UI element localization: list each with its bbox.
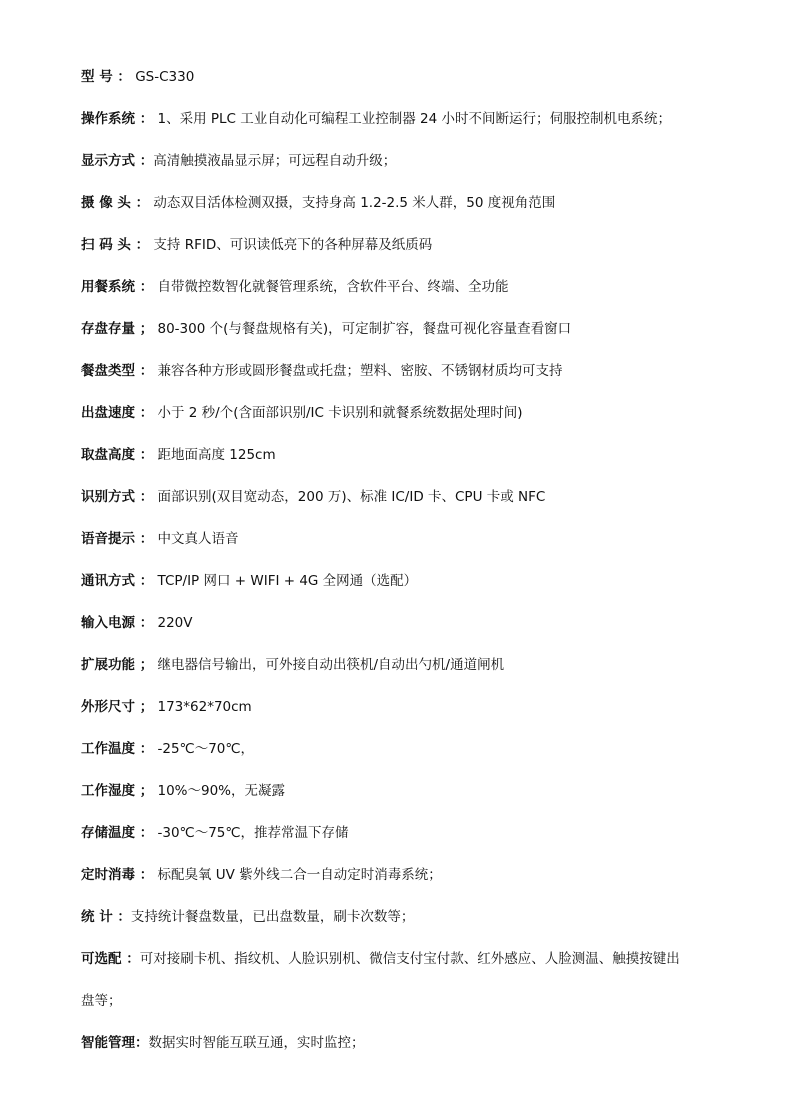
- spec-row-voice: [81, 529, 741, 549]
- spec-value: 可对接刷卡机、指纹机、人脸识别机、微信支付宝付款、红外感应、人脸测温、触摸按键出: [139, 951, 680, 967]
- spec-row-operating-temp: [81, 739, 741, 759]
- spec-label: 识别方式 ：: [81, 489, 154, 505]
- spec-value: 1、采用 PLC 工业自动化可编程工业控制器 24 小时不间断运行；伺服控制机电系统；: [153, 111, 672, 127]
- spec-label: 操作系统 ：: [81, 111, 154, 127]
- spec-row-display: [81, 151, 741, 171]
- spec-label: 智能管理：: [81, 1035, 149, 1051]
- spec-label: 显示方式 ：: [81, 153, 154, 169]
- spec-value: 兼容各种方形或圆形餐盘或托盘；塑料、密胺、不锈钢材质均可支持: [153, 363, 563, 379]
- spec-value: 小于 2 秒/个(含面部识别/IC 卡识别和就餐系统数据处理时间): [153, 405, 523, 421]
- spec-row-smart-management: [81, 1033, 741, 1053]
- spec-row-humidity: [81, 781, 741, 801]
- spec-label: 型 号 ：: [81, 69, 131, 85]
- spec-value: TCP/IP 网口 + WIFI + 4G 全网通（选配）: [153, 573, 418, 589]
- spec-label: 餐盘类型 ：: [81, 363, 154, 379]
- spec-row-identification: [81, 487, 741, 507]
- spec-value: GS-C330: [130, 69, 195, 85]
- spec-value: 继电器信号输出，可外接自动出筷机/自动出勺机/通道闸机: [153, 657, 505, 673]
- spec-label: 摄 像 头 ：: [81, 195, 150, 211]
- spec-label: 工作湿度 ；: [81, 783, 154, 799]
- spec-value: -25℃～70℃，: [153, 741, 255, 757]
- spec-row-extension: [81, 655, 741, 675]
- spec-row-disinfection: [81, 865, 741, 885]
- spec-row-statistics: [81, 907, 741, 927]
- spec-row-model: [81, 67, 741, 87]
- spec-value: 自带微控数智化就餐管理系统，含软件平台、终端、全功能: [153, 279, 509, 295]
- spec-row-capacity: [81, 319, 741, 339]
- spec-label: 取盘高度 ：: [81, 447, 154, 463]
- spec-value: 173*62*70cm: [153, 699, 252, 715]
- spec-label: 统 计 ：: [81, 909, 131, 925]
- spec-value: 距地面高度 125cm: [153, 447, 276, 463]
- spec-row-os: [81, 109, 741, 129]
- spec-options-continuation: 盘等；: [81, 993, 122, 1009]
- spec-label: 存储温度 ：: [81, 825, 154, 841]
- spec-row-communication: [81, 571, 741, 591]
- spec-row-camera: [81, 193, 741, 213]
- spec-row-storage-temp: [81, 823, 741, 843]
- spec-value: 面部识别(双目宽动态，200 万)、标准 IC/ID 卡、CPU 卡或 NFC: [153, 489, 546, 505]
- spec-row-pickup-height: [81, 445, 741, 465]
- spec-value: 标配臭氧 UV 紫外线二合一自动定时消毒系统；: [153, 867, 442, 883]
- spec-label: 输入电源 ：: [81, 615, 154, 631]
- spec-label: 用餐系统 ：: [81, 279, 154, 295]
- spec-label: 语音提示 ：: [81, 531, 154, 547]
- spec-value: 支持统计餐盘数量，已出盘数量，刷卡次数等；: [130, 909, 415, 925]
- spec-label: 工作温度 ：: [81, 741, 154, 757]
- spec-label: 通讯方式 ：: [81, 573, 154, 589]
- spec-row-options: [81, 949, 741, 969]
- spec-row-dining-system: [81, 277, 741, 297]
- spec-label: 扩展功能 ；: [81, 657, 154, 673]
- spec-row-dispense-speed: [81, 403, 741, 423]
- spec-value: 支持 RFID、可识读低亮下的各种屏幕及纸质码: [149, 237, 433, 253]
- spec-label: 存盘存量 ；: [81, 321, 154, 337]
- spec-value: 中文真人语音: [153, 531, 239, 547]
- spec-value: 动态双目活体检测双摄，支持身高 1.2-2.5 米人群，50 度视角范围: [149, 195, 556, 211]
- spec-value: 80-300 个(与餐盘规格有关)，可定制扩容，餐盘可视化容量查看窗口: [153, 321, 572, 337]
- spec-row-tray-type: [81, 361, 741, 381]
- spec-value: 数据实时智能互联互通，实时监控；: [148, 1035, 365, 1051]
- spec-row-power: [81, 613, 741, 633]
- spec-row-scanner: [81, 235, 741, 255]
- spec-label: 定时消毒 ：: [81, 867, 154, 883]
- spec-label: 可选配 ：: [81, 951, 140, 967]
- spec-value: 220V: [153, 615, 193, 631]
- spec-value: 高清触摸液晶显示屏；可远程自动升级；: [153, 153, 397, 169]
- spec-row-dimensions: [81, 697, 741, 717]
- spec-label: 出盘速度 ：: [81, 405, 154, 421]
- spec-label: 扫 码 头 ：: [81, 237, 150, 253]
- spec-value: 10%～90%，无凝露: [153, 783, 286, 799]
- spec-value: -30℃～75℃，推荐常温下存储: [153, 825, 349, 841]
- spec-label: 外形尺寸 ；: [81, 699, 154, 715]
